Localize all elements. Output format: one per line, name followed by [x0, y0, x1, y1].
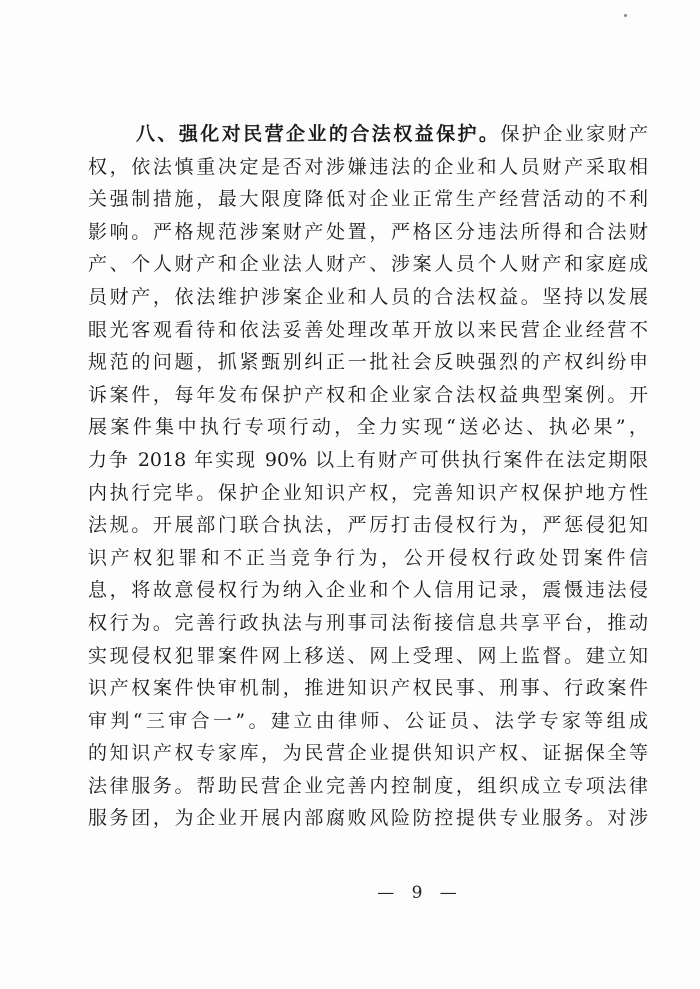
text-line: 识产权案件快审机制，推进知识产权民事、刑事、行政案件: [88, 677, 648, 700]
page-number: — 9 —: [377, 883, 463, 903]
text-line: 员财产，依法维护涉案企业和人员的合法权益。坚持以发展: [88, 285, 648, 308]
paragraph-first-line: [88, 118, 648, 151]
text-line: 诉案件，每年发布保护产权和企业家合法权益典型案例。开: [88, 383, 648, 406]
text-line: 法律服务。帮助民营企业完善内控制度，组织成立专项法律: [88, 774, 648, 797]
text-line: 保护企业家财产: [500, 123, 648, 145]
scan-speck: [624, 14, 627, 17]
text-line: 关强制措施，最大限度降低对企业正常生产经营活动的不利: [88, 188, 648, 211]
text-line: 产、个人财产和企业法人财产、涉案人员个人财产和家庭成: [88, 253, 648, 276]
text-line: 眼光客观看待和依法妥善处理改革开放以来民营企业经营不: [88, 318, 648, 341]
body-text: [88, 118, 648, 835]
text-line: 影响。严格规范涉案财产处置，严格区分违法所得和合法财: [88, 220, 648, 243]
text-line: 审判“三审合一”。建立由律师、公证员、法学专家等组成: [88, 709, 648, 732]
text-line: 息，将故意侵权行为纳入企业和个人信用记录，震慑违法侵: [88, 579, 648, 602]
text-line: 识产权犯罪和不正当竞争行为，公开侵权行政处罚案件信: [88, 546, 648, 569]
text-line: 法规。开展部门联合执法，严厉打击侵权行为，严惩侵犯知: [88, 514, 648, 537]
text-line: 内执行完毕。保护企业知识产权，完善知识产权保护地方性: [88, 481, 648, 504]
text-line: 权行为。完善行政执法与刑事司法衔接信息共享平台，推动: [88, 611, 648, 634]
text-line: 力争 2018 年实现 90% 以上有财产可供执行案件在法定期限: [88, 448, 648, 471]
text-line: 的知识产权专家库，为民营企业提供知识产权、证据保全等: [88, 742, 648, 765]
section-heading: 八、强化对民营企业的合法权益保护。: [136, 123, 501, 145]
text-line: 规范的问题，抓紧甄别纠正一批社会反映强烈的产权纠纷申: [88, 351, 648, 374]
text-line: 展案件集中执行专项行动，全力实现“送必达、执必果”，: [88, 416, 648, 439]
text-line: 服务团，为企业开展内部腐败风险防控提供专业服务。对涉: [88, 807, 648, 830]
text-line: 权，依法慎重决定是否对涉嫌违法的企业和人员财产采取相: [88, 155, 648, 178]
text-line: 实现侵权犯罪案件网上移送、网上受理、网上监督。建立知: [88, 644, 648, 667]
